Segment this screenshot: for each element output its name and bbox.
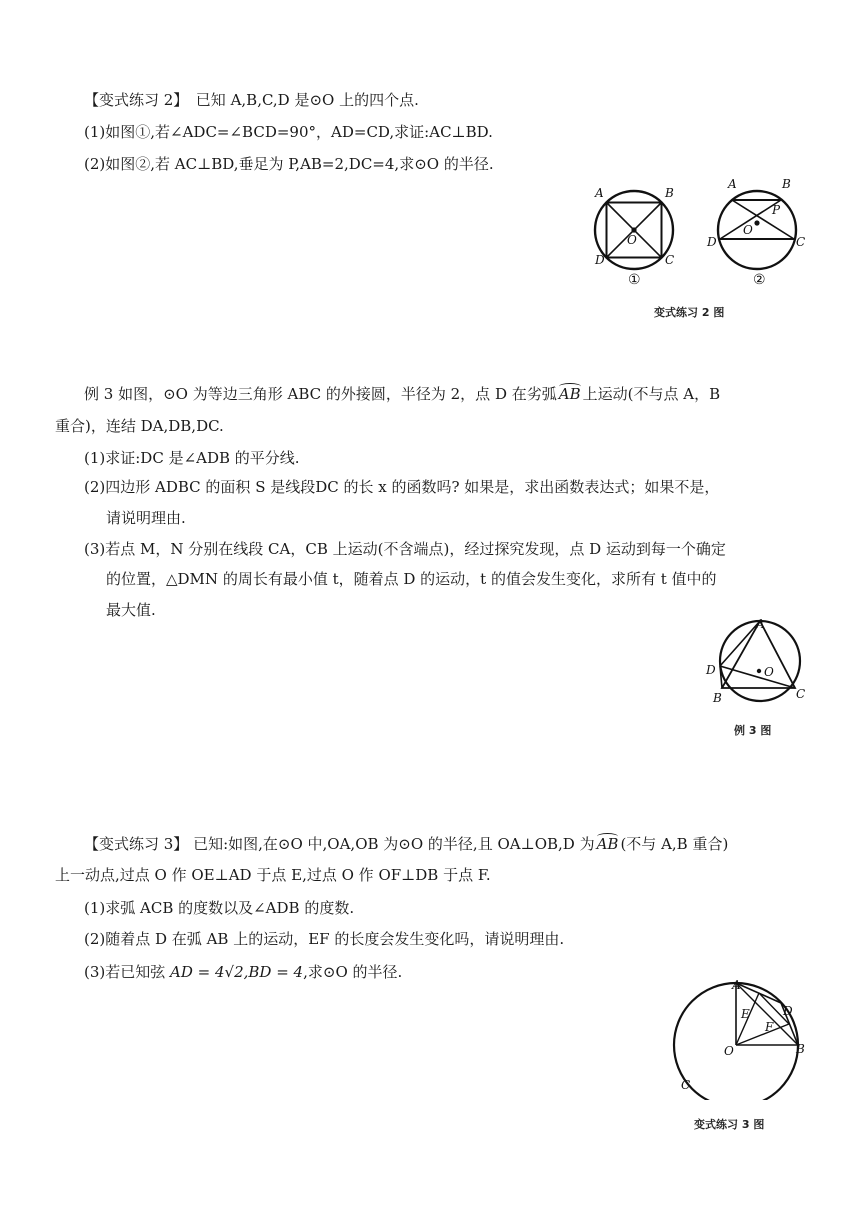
fig2-label-o: O xyxy=(743,223,753,237)
fig1-label-b: B xyxy=(665,186,674,200)
fig1-number: ① xyxy=(628,272,641,288)
ex3-intro-b: 上运动(不与点 A，B xyxy=(582,385,721,403)
ex3-figure-caption: 例 3 图 xyxy=(734,724,772,737)
ex4-label-e: E xyxy=(741,1007,750,1021)
ex4-question-1: (1)求弧 ACB 的度数以及∠ADB 的度数. xyxy=(84,899,355,917)
fig1-label-c: C xyxy=(665,253,675,267)
ex3-label-b: B xyxy=(713,691,722,705)
ex4-header-line-1 xyxy=(84,834,728,854)
ex3-question-3-a: (3)若点 M，N 分别在线段 CA，CB 上运动(不含端点)，经过探究发现，点 D 运动到每一个确定 xyxy=(84,540,726,558)
ex2-header: 【变式练习 2】 已知 A,B,C,D 是⊙O 上的四个点. xyxy=(84,91,419,109)
ex3-intro-line-1 xyxy=(84,384,720,404)
fig2-label-a: A xyxy=(728,177,737,191)
ex3-intro-line-2: 重合)，连结 DA,DB,DC. xyxy=(55,417,224,435)
ex4-q3-a: (3)若已知弦 xyxy=(84,963,166,981)
ex4-arc-ab: AB xyxy=(596,835,619,853)
ex4-label-d: D xyxy=(783,1004,793,1018)
ex4-header-b: (不与 A,B 重合) xyxy=(620,835,729,853)
ex3-arc-ab: AB xyxy=(558,385,581,403)
ex4-label-f: F xyxy=(765,1020,774,1034)
ex3-question-3-c: 最大值. xyxy=(106,601,156,619)
fig2-label-c: C xyxy=(796,235,806,249)
fig2-label-p: P xyxy=(772,203,781,217)
fig1-label-a: A xyxy=(595,186,604,200)
ex3-label-o: O xyxy=(764,665,774,679)
ex3-label-c: C xyxy=(796,687,806,701)
ex4-question-2: (2)随着点 D 在弧 AB 上的运动，EF 的长度会发生变化吗，请说明理由. xyxy=(84,930,565,948)
ex3-question-2-b: 请说明理由. xyxy=(106,509,186,527)
ex4-label-a: A xyxy=(732,978,741,992)
ex4-question-3 xyxy=(84,962,402,982)
ex4-q3-b: ,求⊙O 的半径. xyxy=(303,963,403,981)
ex4-header-line-2: 上一动点,过点 O 作 OE⊥AD 于点 E,过点 O 作 OF⊥DB 于点 F. xyxy=(55,866,491,884)
ex2-figure-caption: 变式练习 2 图 xyxy=(654,306,725,319)
fig2-label-b: B xyxy=(782,177,791,191)
fig2-label-d: D xyxy=(707,235,717,249)
fig1-label-o: O xyxy=(627,233,637,247)
ex4-figure xyxy=(670,975,810,1100)
ex2-question-1: (1)如图①,若∠ADC=∠BCD=90°，AD=CD,求证:AC⊥BD. xyxy=(84,123,493,141)
fig2-number: ② xyxy=(753,272,766,288)
ex3-label-a: A xyxy=(756,617,765,631)
ex3-intro-a: 例 3 如图，⊙O 为等边三角形 ABC 的外接圆，半径为 2，点 D 在劣弧 xyxy=(84,385,557,403)
ex3-figure xyxy=(700,614,812,706)
ex4-label-c: C xyxy=(681,1078,691,1092)
ex2-figure-1 xyxy=(584,180,684,288)
ex2-figure-2 xyxy=(702,176,812,288)
ex4-header-a: 【变式练习 3】 已知:如图,在⊙O 中,OA,OB 为⊙O 的半径,且 OA⊥OB,D 为 xyxy=(84,835,595,853)
ex4-label-o: O xyxy=(724,1044,734,1058)
ex3-question-3-b: 的位置，△DMN 的周长有最小值 t，随着点 D 的运动，t 的值会发生变化，求所有 t 值中的 xyxy=(106,570,717,588)
ex4-q3-formula: AD = 4√2,BD = 4 xyxy=(170,963,304,981)
ex3-question-1: (1)求证:DC 是∠ADB 的平分线. xyxy=(84,449,300,467)
ex3-label-d: D xyxy=(706,663,716,677)
ex3-question-2-a: (2)四边形 ADBC 的面积 S 是线段DC 的长 x 的函数吗? 如果是，求出函数表达式；如果不是， xyxy=(84,478,720,496)
fig1-label-d: D xyxy=(595,253,605,267)
ex2-question-2: (2)如图②,若 AC⊥BD,垂足为 P,AB=2,DC=4,求⊙O 的半径. xyxy=(84,155,494,173)
ex4-label-b: B xyxy=(796,1042,805,1056)
ex4-figure-caption: 变式练习 3 图 xyxy=(694,1118,765,1131)
